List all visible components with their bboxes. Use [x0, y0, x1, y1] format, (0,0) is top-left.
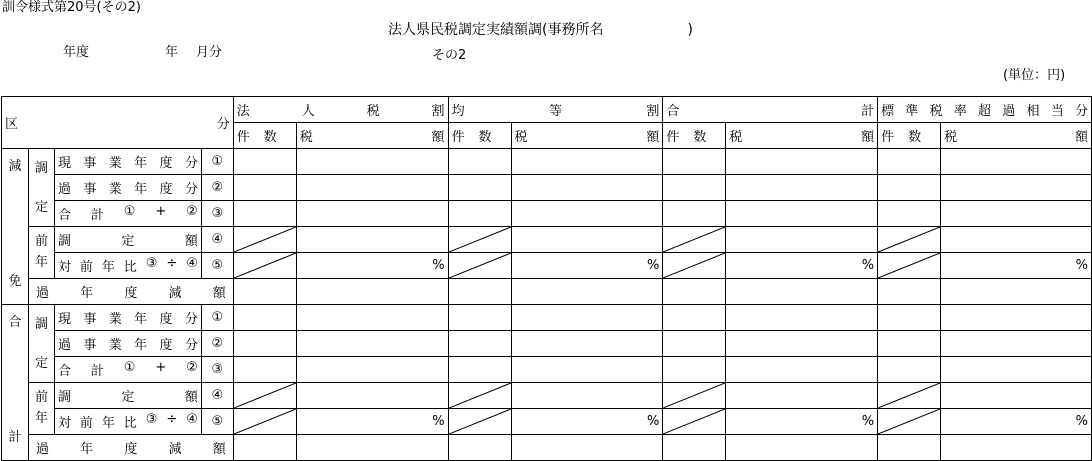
row-number: ⑤	[201, 253, 233, 279]
row-label-char: 業	[108, 338, 122, 353]
choutei-char: 調	[34, 317, 48, 332]
tax-cell	[941, 201, 1092, 227]
group-header-char: 相	[1026, 104, 1040, 119]
tax-cell	[511, 227, 663, 253]
group-header-char: 分	[1074, 104, 1088, 119]
count-cell	[663, 331, 726, 357]
row-label-char: ÷	[166, 412, 178, 427]
row-label-char: 度	[159, 156, 173, 171]
row-number: ③	[201, 357, 233, 383]
data-row	[2, 305, 1092, 331]
unit-label: (単位：円)	[1003, 68, 1066, 83]
count-header-char: 数	[693, 130, 707, 145]
row-label-char: 調	[57, 234, 71, 249]
choutei-label	[28, 305, 54, 383]
count-header	[663, 123, 726, 149]
count-cell	[233, 227, 296, 253]
count-cell	[233, 279, 296, 305]
data-row	[2, 409, 1092, 435]
count-cell	[448, 253, 511, 279]
tax-cell	[296, 279, 448, 305]
row-label	[54, 383, 201, 409]
row-label-char: +	[155, 204, 167, 219]
count-header	[878, 123, 941, 149]
tax-cell	[511, 149, 663, 175]
count-cell	[448, 279, 511, 305]
tax-cell	[941, 331, 1092, 357]
report-table	[1, 96, 1092, 461]
tax-cell	[511, 201, 663, 227]
tax-cell	[511, 175, 663, 201]
row-label-char: 現	[57, 156, 71, 171]
group-header-char: 割	[431, 104, 445, 119]
row-label	[54, 305, 201, 331]
count-cell	[663, 357, 726, 383]
count-cell	[878, 331, 941, 357]
tax-cell	[296, 383, 448, 409]
percent-cell: %	[726, 253, 878, 279]
tax-cell	[941, 175, 1092, 201]
group-header-char: 準	[905, 104, 919, 119]
group-header-char: 等	[548, 104, 562, 119]
zennen-label	[28, 227, 54, 279]
corner-right: 分	[216, 117, 230, 132]
percent-cell: %	[511, 253, 663, 279]
count-cell	[448, 357, 511, 383]
row-label-char: 年	[134, 156, 148, 171]
row-number: ②	[201, 175, 233, 201]
row-label-char: 定	[121, 390, 135, 405]
row-label-char: 合	[57, 364, 71, 379]
count-header-char: 件	[451, 130, 465, 145]
row-label-char: 年	[134, 182, 148, 197]
zennen-char: 前	[34, 390, 48, 405]
count-header-char: 数	[478, 130, 492, 145]
row-label-char: 事	[83, 312, 97, 327]
tax-header-char: 額	[431, 130, 445, 145]
tax-cell	[941, 357, 1092, 383]
count-cell	[878, 227, 941, 253]
form-number: 訓令様式第20号(その2)	[2, 0, 141, 15]
tax-cell	[726, 227, 878, 253]
row-label-char: 事	[83, 156, 97, 171]
section-label	[2, 149, 29, 305]
row-label-char: 度	[159, 182, 173, 197]
group-header-char: 過	[1002, 104, 1016, 119]
tax-cell	[511, 305, 663, 331]
tax-header	[296, 123, 448, 149]
tax-cell	[941, 305, 1092, 331]
tax-header-char: 税	[944, 130, 958, 145]
tax-cell	[296, 201, 448, 227]
row-label-char: +	[155, 360, 167, 375]
row-label-char: ÷	[166, 256, 178, 271]
report-title: 法人県民税調定実績額調(事務所名 )	[388, 22, 693, 38]
count-cell	[448, 175, 511, 201]
percent-cell: %	[726, 409, 878, 435]
choutei-label	[28, 149, 54, 227]
section-label	[2, 305, 29, 461]
row-label-char: 分	[184, 312, 198, 327]
count-cell	[663, 409, 726, 435]
tax-cell	[511, 383, 663, 409]
percent-cell: %	[511, 409, 663, 435]
zennen-char: 年	[34, 255, 48, 270]
row-label	[54, 175, 201, 201]
row-label-char: 事	[83, 338, 97, 353]
group-header-char: 合	[666, 104, 680, 119]
row-label-char: 定	[121, 234, 135, 249]
row-label	[54, 331, 201, 357]
data-row	[2, 253, 1092, 279]
count-cell	[448, 227, 511, 253]
row-label-char: ④	[186, 412, 198, 427]
row-label-char: 分	[184, 182, 198, 197]
corner-left: 区	[5, 117, 19, 132]
tax-header-char: 税	[514, 130, 528, 145]
group-header-char: 率	[953, 104, 967, 119]
count-header-char: 件	[236, 130, 250, 145]
tax-cell	[511, 331, 663, 357]
row-label-char: 年	[80, 286, 94, 301]
group-header-char: 標	[881, 104, 895, 119]
row-label-char: 対	[57, 260, 71, 275]
data-row	[2, 149, 1092, 175]
data-row	[2, 279, 1092, 305]
row-number: ③	[201, 201, 233, 227]
zennen-label	[28, 383, 54, 435]
count-cell	[663, 279, 726, 305]
data-row	[2, 201, 1092, 227]
zennen-char: 年	[34, 411, 48, 426]
data-row	[2, 175, 1092, 201]
tax-cell	[296, 357, 448, 383]
group-header-char: 割	[646, 104, 660, 119]
tax-cell	[941, 227, 1092, 253]
tax-cell	[941, 383, 1092, 409]
row-label-char: 計	[90, 364, 104, 379]
row-label-char: 過	[35, 286, 49, 301]
tax-cell	[726, 357, 878, 383]
row-number: ①	[201, 305, 233, 331]
count-cell	[878, 253, 941, 279]
row-label-char: 過	[57, 338, 71, 353]
group-header-char: 均	[451, 104, 465, 119]
group-header	[448, 97, 663, 123]
row-label-char: ①	[123, 360, 136, 375]
count-header-char: 数	[263, 130, 277, 145]
row-label-char: ①	[123, 204, 136, 219]
row-label-char: 度	[159, 338, 173, 353]
row-label	[54, 253, 201, 279]
tax-header-char: 税	[729, 130, 743, 145]
tax-cell	[726, 201, 878, 227]
row-label-char: 年	[80, 442, 94, 457]
count-cell	[663, 305, 726, 331]
row-number: ①	[201, 149, 233, 175]
corner-cell	[2, 97, 234, 149]
row-label-char: 減	[168, 286, 182, 301]
row-label	[54, 409, 201, 435]
row-label-char: 過	[35, 442, 49, 457]
section-label-char: 免	[8, 274, 22, 289]
count-header-char: 件	[666, 130, 680, 145]
row-label-char: 分	[184, 156, 198, 171]
count-cell	[878, 383, 941, 409]
tax-cell	[726, 279, 878, 305]
data-row	[2, 357, 1092, 383]
percent-cell: %	[941, 409, 1092, 435]
year-label: 年	[165, 45, 179, 60]
choutei-char: 調	[34, 161, 48, 176]
row-label-char: 年	[101, 260, 115, 275]
tax-header-char: 額	[646, 130, 660, 145]
count-header-char: 数	[908, 130, 922, 145]
count-cell	[663, 175, 726, 201]
tax-cell	[296, 175, 448, 201]
row-label-char: 年	[134, 338, 148, 353]
row-label-char: 前	[79, 416, 93, 431]
tax-header-char: 税	[299, 130, 313, 145]
report-subtitle: その2	[432, 48, 467, 63]
tax-cell	[726, 383, 878, 409]
group-header-char: 超	[978, 104, 992, 119]
tax-header	[726, 123, 878, 149]
row-label-char: 額	[212, 286, 226, 301]
count-header-char: 件	[881, 130, 895, 145]
row-label-char: 現	[57, 312, 71, 327]
group-header-char: 当	[1050, 104, 1064, 119]
row-label-char: 業	[108, 156, 122, 171]
row-label-char: 減	[168, 442, 182, 457]
zennen-char: 前	[34, 234, 48, 249]
row-label	[54, 149, 201, 175]
count-cell	[878, 279, 941, 305]
count-cell	[663, 227, 726, 253]
row-label-char: 年	[134, 312, 148, 327]
header-row	[2, 97, 1092, 123]
section-label-char: 合	[8, 315, 22, 330]
count-header	[233, 123, 296, 149]
row-label-char: 度	[124, 442, 138, 457]
row-label	[28, 279, 233, 305]
row-label	[54, 357, 201, 383]
group-header-char: 計	[861, 104, 875, 119]
count-cell	[233, 201, 296, 227]
row-label-char: 額	[212, 442, 226, 457]
group-header-char: 人	[301, 104, 315, 119]
tax-cell	[726, 331, 878, 357]
count-cell	[663, 149, 726, 175]
group-header-char: 税	[929, 104, 943, 119]
row-label-char: 前	[79, 260, 93, 275]
count-cell	[233, 149, 296, 175]
percent-cell: %	[296, 409, 448, 435]
count-cell	[878, 149, 941, 175]
count-cell	[878, 357, 941, 383]
tax-cell	[941, 279, 1092, 305]
row-label-char: 業	[108, 312, 122, 327]
row-label-char: ②	[186, 360, 198, 375]
tax-cell	[726, 149, 878, 175]
tax-cell	[511, 279, 663, 305]
count-cell	[448, 201, 511, 227]
count-cell	[878, 175, 941, 201]
group-header-char: 税	[366, 104, 380, 119]
tax-cell	[296, 149, 448, 175]
tax-cell	[296, 331, 448, 357]
count-cell	[233, 305, 296, 331]
row-label	[54, 201, 201, 227]
row-label-char: 合	[57, 208, 71, 223]
count-cell	[448, 331, 511, 357]
tax-cell	[726, 175, 878, 201]
group-header-char: 法	[236, 104, 250, 119]
count-cell	[233, 253, 296, 279]
count-cell	[878, 305, 941, 331]
row-label-char: 年	[101, 416, 115, 431]
count-cell	[663, 383, 726, 409]
tax-header	[511, 123, 663, 149]
choutei-char: 定	[34, 356, 48, 371]
tax-cell	[296, 227, 448, 253]
row-label-char: 分	[184, 338, 198, 353]
tax-header	[941, 123, 1092, 149]
data-row	[2, 331, 1092, 357]
count-cell	[448, 305, 511, 331]
row-number: ⑤	[201, 409, 233, 435]
fiscal-year-label: 年度	[63, 45, 90, 60]
row-label-char: ③	[145, 412, 158, 427]
row-label-char: ④	[186, 256, 198, 271]
data-row	[2, 383, 1092, 409]
data-row	[2, 227, 1092, 253]
row-label-char: ③	[145, 256, 158, 271]
count-cell	[448, 409, 511, 435]
row-number: ④	[201, 227, 233, 253]
row-label-char: 対	[57, 416, 71, 431]
tax-header-char: 額	[1074, 130, 1088, 145]
row-label-char: 過	[57, 182, 71, 197]
count-cell	[663, 201, 726, 227]
percent-cell: %	[296, 253, 448, 279]
tax-cell	[296, 305, 448, 331]
row-label-char: 比	[123, 416, 137, 431]
count-cell	[878, 201, 941, 227]
count-cell	[448, 149, 511, 175]
row-label-char: 比	[123, 260, 137, 275]
tax-cell	[511, 357, 663, 383]
count-cell	[233, 175, 296, 201]
tax-cell	[726, 305, 878, 331]
row-label-char: 額	[184, 390, 198, 405]
count-cell	[448, 383, 511, 409]
choutei-char: 定	[34, 200, 48, 215]
section-label-char: 減	[8, 159, 22, 174]
percent-cell: %	[941, 253, 1092, 279]
count-cell	[233, 383, 296, 409]
tax-header-char: 額	[861, 130, 875, 145]
row-label-char: ②	[186, 204, 198, 219]
row-label-char: 度	[159, 312, 173, 327]
row-label-char: 業	[108, 182, 122, 197]
row-label-char: 額	[184, 234, 198, 249]
count-cell	[233, 357, 296, 383]
row-label	[54, 227, 201, 253]
count-cell	[663, 253, 726, 279]
month-label: 月分	[196, 45, 223, 60]
count-cell	[878, 409, 941, 435]
row-label-char: 調	[57, 390, 71, 405]
group-header	[663, 97, 878, 123]
row-label-char: 事	[83, 182, 97, 197]
count-header	[448, 123, 511, 149]
row-label-char: 計	[90, 208, 104, 223]
count-cell	[233, 409, 296, 435]
tax-cell	[941, 149, 1092, 175]
row-number: ②	[201, 331, 233, 357]
group-header	[878, 97, 1092, 123]
group-header	[233, 97, 448, 123]
section-label-char: 計	[8, 430, 22, 445]
count-cell	[233, 331, 296, 357]
row-label-char: 度	[124, 286, 138, 301]
row-number: ④	[201, 383, 233, 409]
